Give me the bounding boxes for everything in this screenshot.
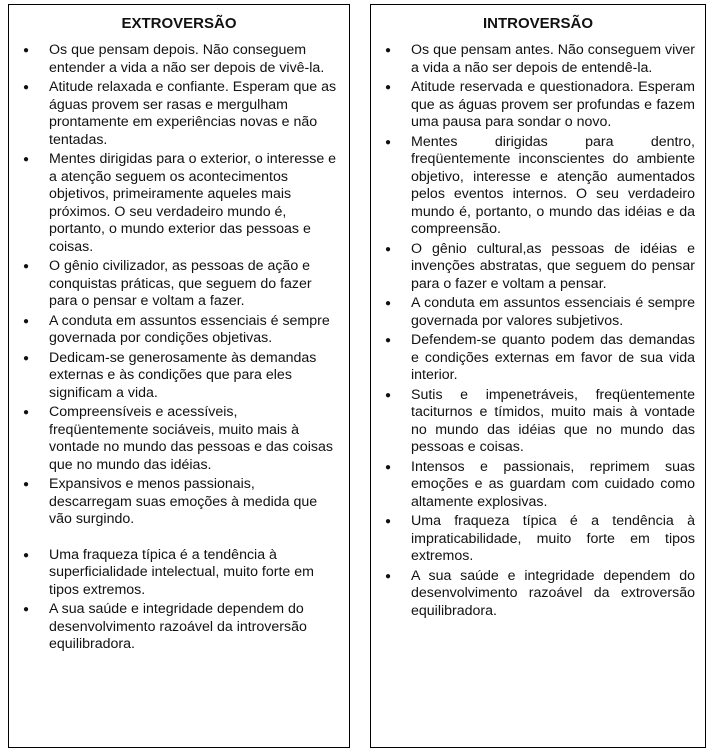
list-item: ● Expansivos e menos passionais, descarregam suas emoções à medida que vão surgindo. bbox=[21, 476, 339, 529]
list-item: ● Mentes dirigidas para o exterior, o interesse e a atenção seguem os acontecimentos objetivos, primeiramente aqueles mais próximos. O seu verdadeiro mundo é, portanto, o mundo exterior das pessoas e coisas. bbox=[21, 151, 339, 256]
introversao-list bbox=[371, 42, 705, 620]
list-item: ● Atitude relaxada e confiante. Esperam que as águas provem ser rasas e mergulham prontamente em experiências novas e não tentadas. bbox=[21, 79, 339, 149]
list-item: ● A conduta em assuntos essenciais é sempre governada por valores subjetivos. bbox=[383, 295, 695, 330]
list-item: ● O gênio civilizador, as pessoas de ação e conquistas práticas, que seguem do fazer para o pensar e voltam a fazer. bbox=[21, 258, 339, 311]
introversao-title: INTROVERSÃO bbox=[482, 15, 593, 32]
list-item: ● A sua saúde e integridade dependem do desenvolvimento razoável da introversão equilibradora. bbox=[21, 601, 339, 654]
list-item: ● Compreensíveis e acessíveis, freqüentemente sociáveis, muito mais à vontade no mundo das pessoas e das coisas que no mundo das idéias. bbox=[21, 404, 339, 474]
list-item: ● Dedicam-se generosamente às demandas externas e às condições que para eles significam a vida. bbox=[21, 350, 339, 403]
list-item: ● Os que pensam antes. Não conseguem viver a vida a não ser depois de entendê-la. bbox=[383, 42, 695, 77]
list-item: ● A conduta em assuntos essenciais é sempre governada por condições objetivas. bbox=[21, 313, 339, 348]
list-item: ● Os que pensam depois. Não conseguem entender a vida a não ser depois de vivê-la. bbox=[21, 42, 339, 77]
list-item: ● Defendem-se quanto podem das demandas e condições externas em favor de sua vida interior. bbox=[383, 332, 695, 385]
extroversao-title: EXTROVERSÃO bbox=[121, 15, 237, 32]
list-item: ● Sutis e impenetráveis, freqüentemente taciturnos e tímidos, muito mais à vontade no mundo das idéias que no mundo das pessoas e coisas. bbox=[383, 387, 695, 457]
list-item: ● O gênio cultural,as pessoas de idéias e invenções abstratas, que seguem do pensar para o fazer e voltam a pensar. bbox=[383, 241, 695, 294]
list-item: ● Uma fraqueza típica é a tendência à superficialidade intelectual, muito forte em tipos extremos. bbox=[21, 547, 339, 600]
list-item: ● Intensos e passionais, reprimem suas emoções e as guardam com cuidado como altamente explosivas. bbox=[383, 459, 695, 512]
list-item: ● Mentes dirigidas para dentro, freqüentemente inconscientes do ambiente objetivo, interesse e atenção aumentados pelos eventos internos. O seu verdadeiro mundo é, portanto, o mundo das idéias e da compreensão. bbox=[383, 134, 695, 239]
extroversao-list bbox=[9, 42, 349, 654]
introversao-column bbox=[370, 4, 706, 748]
list-item: ● Uma fraqueza típica é a tendência à impraticabilidade, muito forte em tipos extremos. bbox=[383, 513, 695, 566]
list-item: ● A sua saúde e integridade dependem do desenvolvimento razoável da extroversão equilibradora. bbox=[383, 568, 695, 621]
list-item: ● Atitude reservada e questionadora. Esperam que as águas provem ser profundas e fazem uma pausa para sondar o novo. bbox=[383, 79, 695, 132]
extroversao-column bbox=[8, 4, 350, 748]
